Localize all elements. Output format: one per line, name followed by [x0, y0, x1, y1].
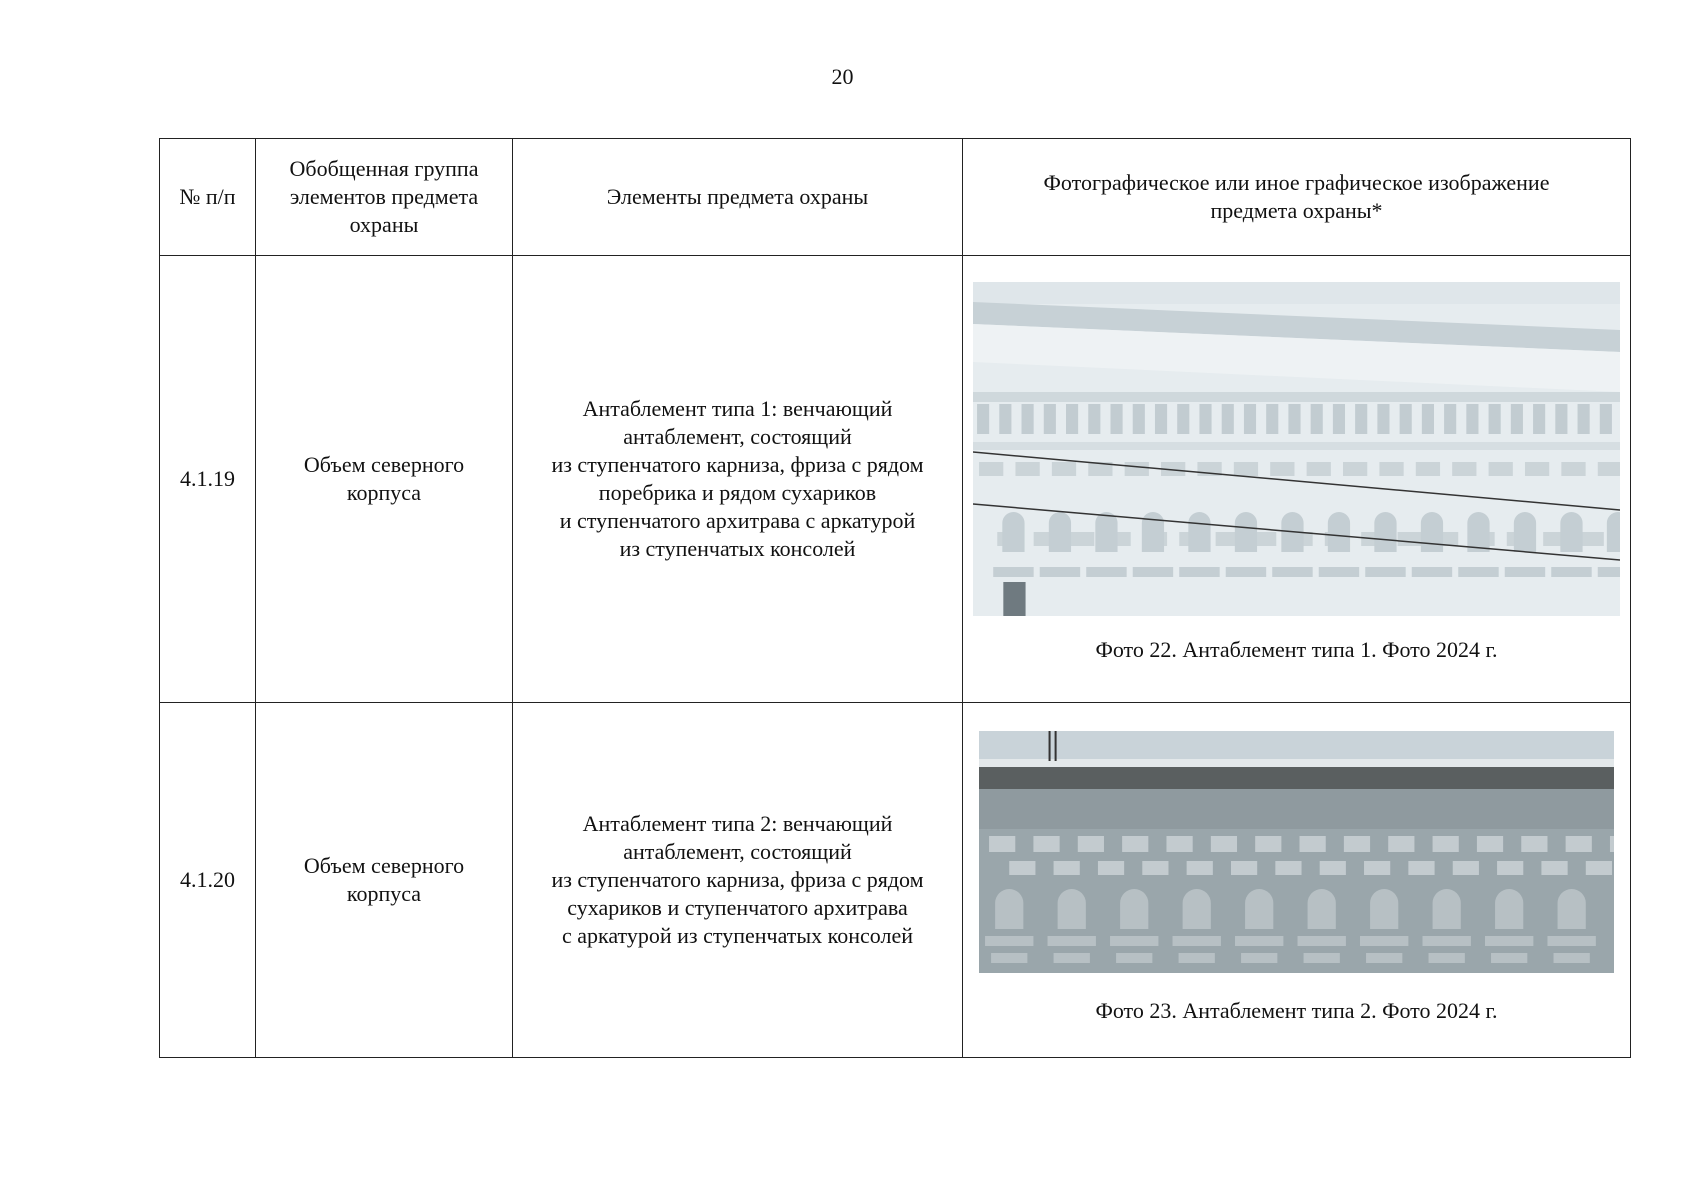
entablature-type-1-photo — [973, 282, 1620, 616]
cornice-photo-white — [973, 282, 1620, 616]
header-group: Обобщенная группа элементов предмета охраны — [256, 139, 513, 256]
row-photo-cell — [963, 256, 1631, 703]
table-header-row — [160, 139, 1631, 256]
cornice-photo-grey — [979, 731, 1614, 973]
row-elements: Антаблемент типа 2: венчающий антаблемент, состоящий из ступенчатого карниза, фриза с рядом сухариков и ступенчатого архитрава с аркатурой из ступенчатых консолей — [513, 703, 963, 1058]
row-group: Объем северного корпуса — [256, 703, 513, 1058]
photo-caption: Фото 22. Антаблемент типа 1. Фото 2024 г. — [1095, 637, 1498, 662]
header-elements: Элементы предмета охраны — [513, 139, 963, 256]
row-num: 4.1.20 — [160, 703, 256, 1058]
entablature-type-2-photo — [979, 731, 1614, 973]
table-row — [160, 256, 1631, 703]
protection-elements-table — [159, 138, 1631, 1058]
photo-caption: Фото 23. Антаблемент типа 2. Фото 2024 г. — [1095, 998, 1498, 1023]
row-num: 4.1.19 — [160, 256, 256, 703]
table-row — [160, 703, 1631, 1058]
row-elements: Антаблемент типа 1: венчающий антаблемент, состоящий из ступенчатого карниза, фриза с рядом поребрика и рядом сухариков и ступенчатого архитрава с аркатурой из ступенчатых консолей — [513, 256, 963, 703]
header-num: № п/п — [160, 139, 256, 256]
row-photo-cell — [963, 703, 1631, 1058]
page-number: 20 — [831, 64, 854, 89]
row-group: Объем северного корпуса — [256, 256, 513, 703]
header-image: Фотографическое или иное графическое изображение предмета охраны* — [963, 139, 1631, 256]
